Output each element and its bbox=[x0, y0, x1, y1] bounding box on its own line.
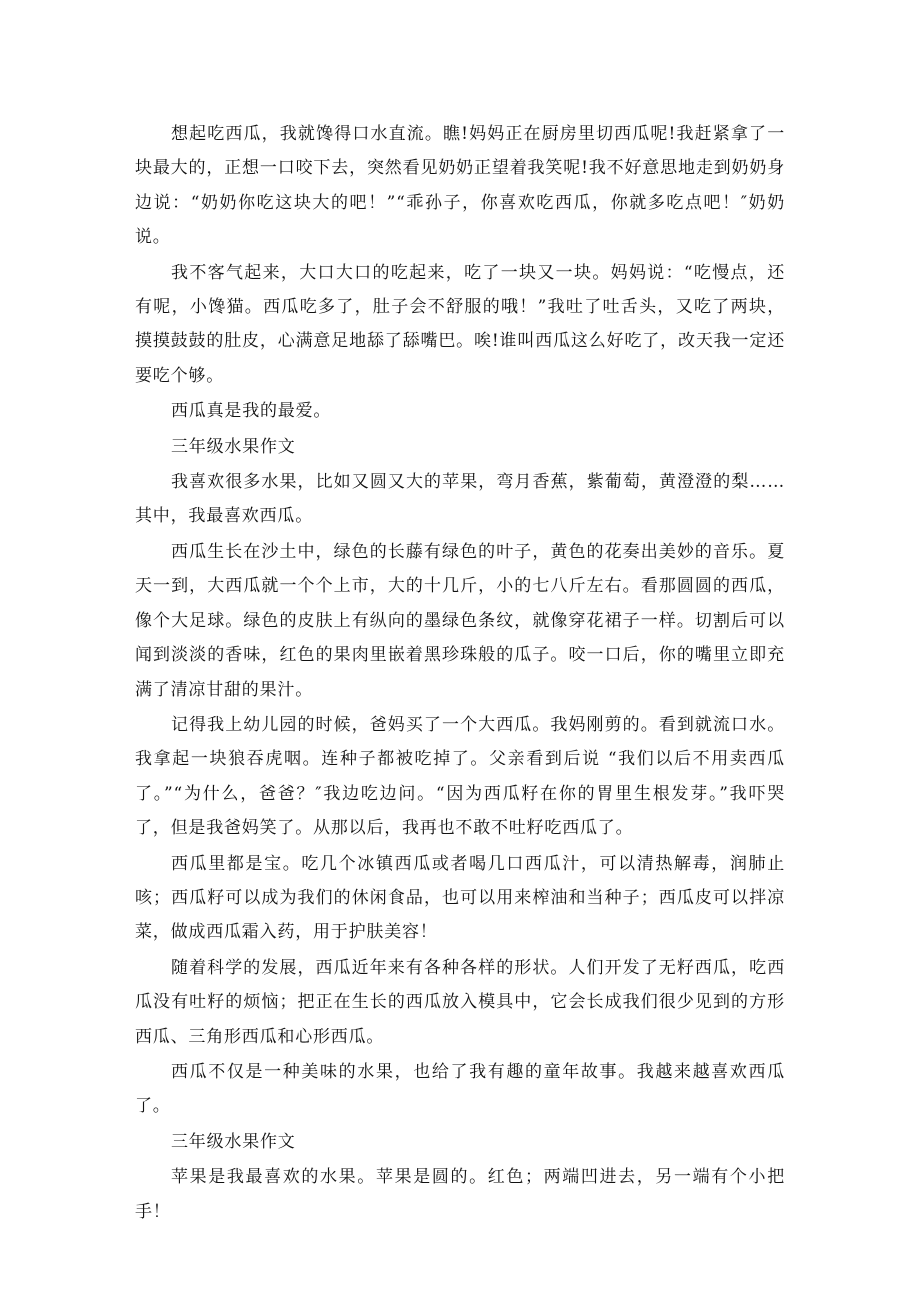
paragraph-7: 西瓜里都是宝。吃几个冰镇西瓜或者喝几口西瓜汁，可以清热解毒，润肺止咳；西瓜籽可以成为我们的休闲食品，也可以用来榨油和当种子；西瓜皮可以拌凉菜，做成西瓜霜入药，用于护肤美容！ bbox=[135, 853, 785, 943]
section-heading-1: 三年级水果作文 bbox=[171, 436, 296, 457]
paragraph-4: 我喜欢很多水果，比如又圆又大的苹果，弯月香蕉，紫葡萄，黄澄澄的梨……其中，我最喜欢西瓜。 bbox=[135, 472, 785, 527]
paragraph-9: 西瓜不仅是一种美味的水果，也给了我有趣的童年故事。我越来越喜欢西瓜了。 bbox=[135, 1061, 785, 1117]
section-heading-2: 三年级水果作文 bbox=[171, 1131, 296, 1152]
paragraph-6: 记得我上幼儿园的时候，爸妈买了一个大西瓜。我妈刚剪的。看到就流口水。我拿起一块狼吞虎咽。连种子都被吃掉了。父亲看到后说 “我们以后不用卖西瓜了。”“为什么，爸爸？″我边吃边问。“因为西瓜籽在你的胃里生根发芽。”我吓哭了，但是我爸妈笑了。从那以后，我再也不敢不吐籽吃西瓜了。 bbox=[135, 714, 785, 839]
paragraph-10: 苹果是我最喜欢的水果。苹果是圆的。红色；两端凹进去，另一端有个小把手！ bbox=[135, 1167, 785, 1222]
paragraph-1: 想起吃西瓜，我就馋得口水直流。瞧!妈妈正在厨房里切西瓜呢!我赶紧拿了一块最大的，正想一口咬下去，突然看见奶奶正望着我笑呢!我不好意思地走到奶奶身边说：“奶奶你吃这块大的吧！”“乖孙子，你喜欢吃西瓜，你就多吃点吧！″奶奶说。 bbox=[135, 124, 785, 248]
paragraph-8: 随着科学的发展，西瓜近年来有各种各样的形状。人们开发了无籽西瓜，吃西瓜没有吐籽的烦恼；把正在生长的西瓜放入模具中，它会长成我们很少见到的方形西瓜、三角形西瓜和心形西瓜。 bbox=[135, 957, 785, 1047]
paragraph-2: 我不客气起来，大口大口的吃起来，吃了一块又一块。妈妈说：“吃慢点，还有呢，小馋猫。西瓜吃多了，肚子会不舒服的哦！”我吐了吐舌头，又吃了两块，摸摸鼓鼓的肚皮，心满意足地舔了舔嘴巴。唉!谁叫西瓜这么好吃了，改天我一定还要吃个够。 bbox=[135, 262, 785, 386]
document-body bbox=[135, 117, 785, 1230]
paragraph-5: 西瓜生长在沙土中，绿色的长藤有绿色的叶子，黄色的花奏出美妙的音乐。夏天一到，大西瓜就一个个上市，大的十几斤，小的七八斤左右。看那圆圆的西瓜，像个大足球。绿色的皮肤上有纵向的墨绿色条纹，就像穿花裙子一样。切割后可以闻到淡淡的香味，红色的果肉里嵌着黑珍珠般的瓜子。咬一口后，你的嘴里立即充满了清凉甘甜的果汁。 bbox=[135, 541, 785, 700]
paragraph-3: 西瓜真是我的最爱。 bbox=[171, 401, 332, 422]
